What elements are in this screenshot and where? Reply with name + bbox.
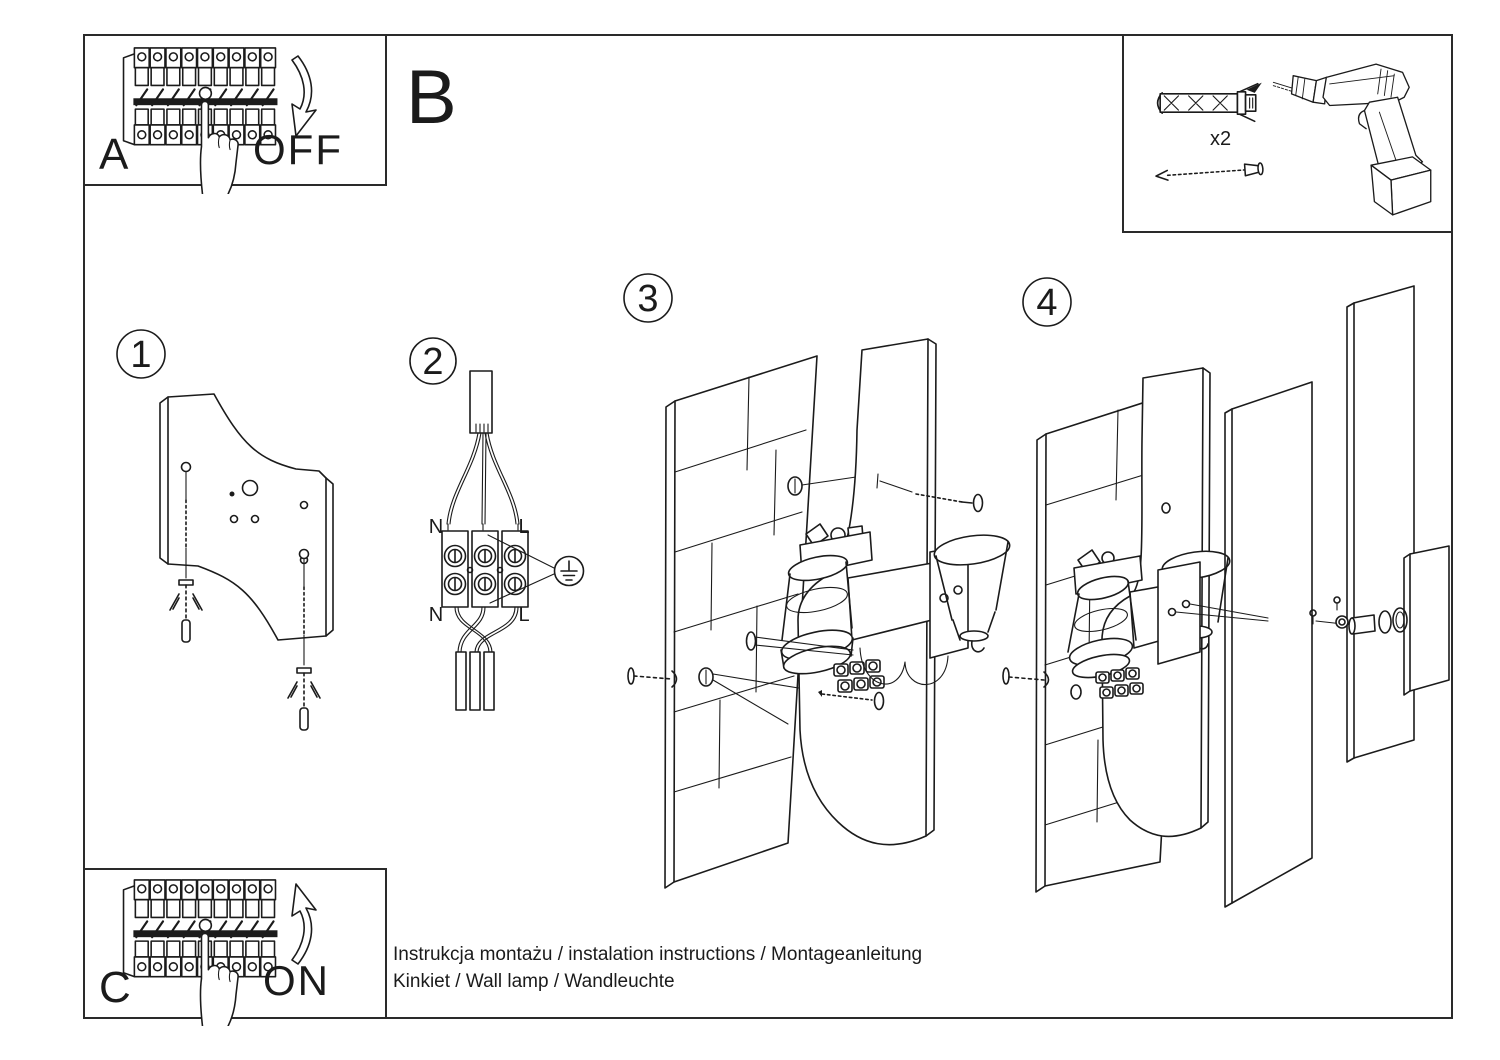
- wall-plug: [170, 580, 202, 642]
- step2-wiring-diagram: [429, 371, 584, 710]
- panel-c-box: [83, 868, 387, 1019]
- breaker-and-hand-icon: [124, 880, 278, 1026]
- screw-cap: [1071, 685, 1081, 699]
- off-label: OFF: [253, 126, 343, 173]
- wall-plug: [628, 668, 677, 687]
- section-b-label: B: [406, 55, 458, 140]
- power-cable: [470, 371, 492, 433]
- label-n-bottom: N: [428, 604, 444, 626]
- step4-diagram: [1003, 286, 1449, 907]
- svg-text:2: 2: [422, 341, 444, 383]
- step-2-badge: [410, 338, 456, 384]
- glass-block: [1410, 546, 1449, 691]
- wall-plug-quantity: x2: [1210, 128, 1232, 150]
- svg-text:4: 4: [1036, 282, 1058, 324]
- arrow-up-icon: [267, 880, 321, 968]
- label-l-bottom: L: [518, 604, 530, 626]
- on-label: ON: [263, 957, 330, 1004]
- wall-plug: [1003, 668, 1049, 687]
- wire-ferrule: [456, 652, 466, 710]
- glass-panel-inner: [1232, 382, 1312, 903]
- step3-diagram: [628, 339, 1012, 888]
- step-4-badge: [1023, 278, 1071, 326]
- screw-cap: [1162, 503, 1170, 513]
- panel-c-label: C: [99, 963, 131, 1012]
- ground-symbol-icon: [555, 557, 584, 586]
- breaker-panel-on-icon: [115, 876, 285, 1026]
- label-l-top: L: [518, 516, 530, 538]
- back-plate: [168, 394, 326, 640]
- svg-text:1: 1: [130, 334, 152, 376]
- step1-diagram: [160, 394, 333, 730]
- label-n-top: N: [428, 516, 444, 538]
- tiled-wall: [674, 356, 817, 882]
- wall-plug: [288, 668, 320, 730]
- terminal-block: [442, 531, 468, 607]
- glass-panel-outer: [1354, 286, 1414, 758]
- svg-text:3: 3: [637, 278, 659, 320]
- panel-a-label: A: [99, 130, 129, 179]
- footer-product-line: Kinkiet / Wall lamp / Wandleuchte: [393, 971, 675, 992]
- mounting-bracket-plate: [1158, 562, 1200, 664]
- step-1-badge: [117, 330, 165, 378]
- footer-instructions-line: Instrukcja montażu / instalation instructions / Montageanleitung: [393, 944, 923, 965]
- step-3-badge: [624, 274, 672, 322]
